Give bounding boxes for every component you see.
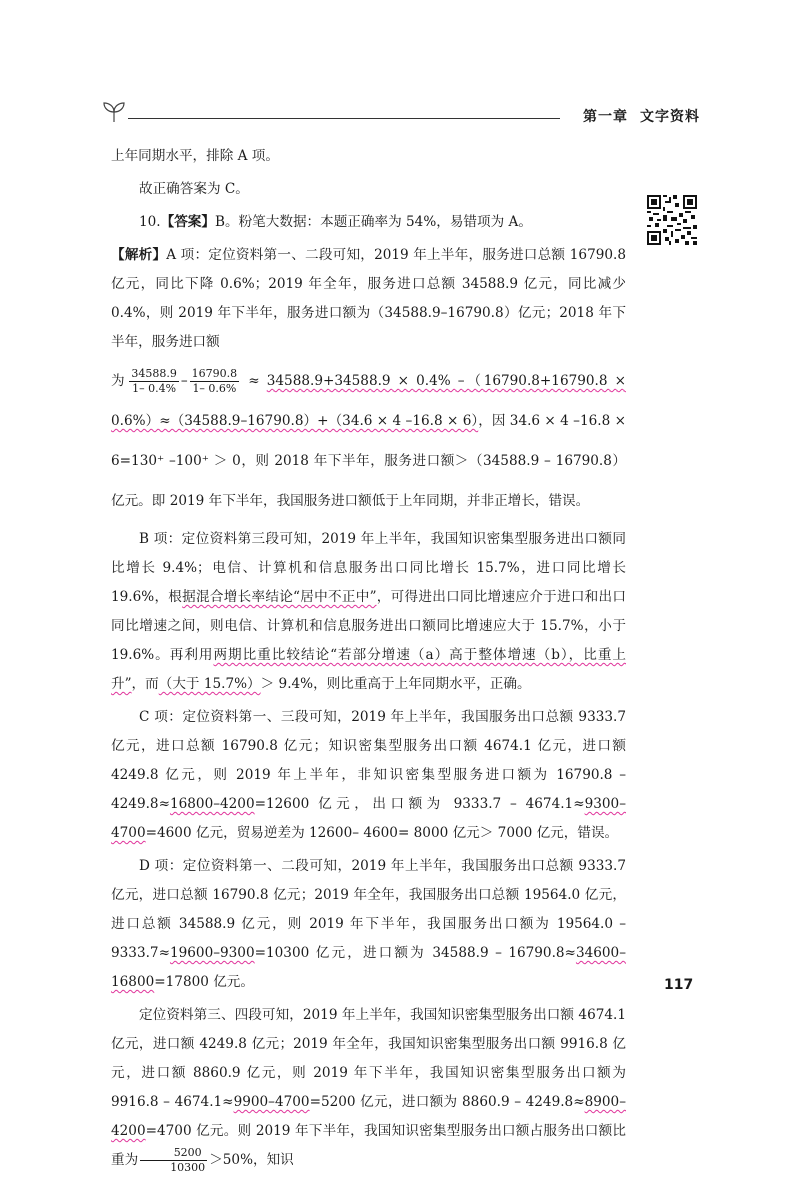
highlight-underline: 16800–4200 [169,796,255,812]
question-number: 10. [139,214,161,230]
highlight-underline: 两期比重比较结论“若部分增速（a）高于整体增速（b），比重上升” [111,647,626,692]
fraction: $\frac{5200}{10300}$ [140,1146,207,1175]
analysis-a-formula: 为 $\frac{34588.9}{1- 0.4\%}$ – $\frac{16790.8}{1- 0.6\%}$ ≈ 34588.9+34588.9 × 0.4% –（16790.8+16790.8 × 0.6%）≈（34588.9–16790.8）+（34.6 × 4 –16.8 × 6），因 34.6 × 4 –16.8 × 6=130⁺ –100⁺ ＞ 0，则 2018 年下半年，服务进口额＞（34588.9 – 16790.8）亿元。即 2019 年下半年，我国服务进口额低于上年同期，并非正增长，错误。 [111,367,626,509]
fraction: $\frac{16790.8}{1- 0.6\%}$ [191,367,238,395]
highlight-underline: 34600–16800 [111,945,626,990]
analysis-c: C 项：定位资料第一、三段可知，2019 年上半年，我国服务出口总额 9333.7 亿元，进口总额 16790.8 亿元；知识密集型服务出口额 4674.1 亿元，进口额 4249.8 亿元，则 2019 年上半年，非知识密集型服务进口额为 16790.8 – 4249.8≈16800–4200=12600 亿元，出口额为 9333.7 – 4674.1≈9300–4700=4600 亿元，贸易逆差为 12600– 4600= 8000 亿元＞ 7000 亿元，错误。 [111,709,626,841]
analysis-tag: 【解析】 [111,247,167,263]
answer-10 [111,208,626,237]
answer-tag: 【答案】 [160,214,215,230]
page-number: 117 [664,977,694,993]
analysis-e: 定位资料第三、四段可知，2019 年上半年，我国知识密集型服务出口额 4674.1 亿元，进口额 4249.8 亿元；2019 年全年，我国知识密集型服务出口额 9916.8 亿元，进口额 8860.9 亿元，则 2019 年下半年，我国知识密集型服务出口额为 9916.8 – 4674.1≈9900–4700=5200 亿元，进口额为 8860.9 – 4249.8≈8900–4200=4700 亿元。则 2019 年下半年，我国知识密集型服务出口额占服务出口额比重为 $\frac{5200}{10300}$ ＞50%，知识 [111,1007,626,1174]
highlight-underline: 34588.9+34588.9 × 0.4% –（16790.8+16790.8 × 0.6%）≈（34588.9–16790.8）+（34.6 × 4 –16.8 × 6） [111,373,626,429]
chapter-number: 第一章 [583,109,628,125]
highlight-underline: 9900–4700 [233,1094,310,1110]
page-header [100,100,700,130]
highlight-underline: 9300–4700 [111,796,626,841]
sprout-icon [100,100,128,124]
highlight-underline: 19600–9300 [169,945,255,961]
paragraph: 故正确答案为 C。 [139,181,249,197]
analysis-d: D 项：定位资料第一、二段可知，2019 年上半年，我国服务出口总额 9333.7 亿元，进口总额 16790.8 亿元；2019 年全年，我国服务出口总额 19564.0 亿元，进口总额 34588.9 亿元，则 2019 年下半年，我国服务出口额为 19564.0 – 9333.7≈19600–9300=10300 亿元，进口额为 34588.9 – 16790.8≈34600–16800=17800 亿元。 [111,858,626,990]
qr-code-icon[interactable] [647,195,697,245]
paragraph: 上年同期水平，排除 A 项。 [111,148,279,164]
highlight-underline: 据混合增长率结论“居中不正中” [182,589,377,605]
highlight-underline: （大于 15.7%） [158,676,261,692]
answer-text: B。粉笔大数据：本题正确率为 54%，易错项为 A。 [215,214,532,230]
fraction: $\frac{34588.9}{1- 0.4\%}$ [131,367,177,395]
highlight-underline: 8900–4200 [111,1094,626,1139]
page-content [111,142,626,1179]
header-rule [128,118,560,119]
chapter-title: 文字资料 [640,109,700,125]
analysis-a: 【解析】A 项：定位资料第一、二段可知，2019 年上半年，服务进口总额 16790.8 亿元，同比下降 0.6%；2019 年全年，服务进口总额 34588.9 亿元，同比减少 0.4%，则 2019 年下半年，服务进口额为（34588.9–16790.8）亿元；2018 年下半年，服务进口额 [111,247,627,350]
chapter-heading [583,106,700,126]
analysis-b: B 项：定位资料第三段可知，2019 年上半年，我国知识密集型服务进出口额同比增长 9.4%；电信、计算机和信息服务出口同比增长 15.7%，进口同比增长 19.6%，根据混合增长率结论“居中不正中”，可得进出口同比增速应介于进口和出口同比增速之间，则电信、计算机和信息服务进出口额同比增速应大于 15.7%，小于 19.6%。再利用两期比重比较结论“若部分增速（a）高于整体增速（b），比重上升”，而（大于 15.7%）＞ 9.4%，则比重高于上年同期水平，正确。 [111,531,626,692]
